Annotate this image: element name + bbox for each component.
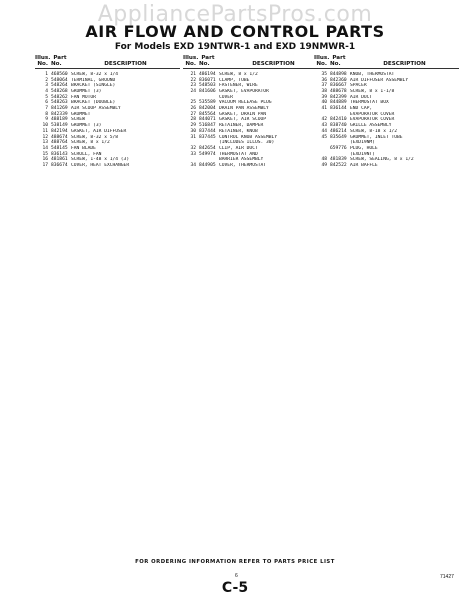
watermark: AppliancePartsPros.com bbox=[97, 2, 373, 27]
part-description: SCREW, 8-18 x 1/2 bbox=[350, 128, 398, 134]
part-description: AIR SCOOP ASSEMBLY bbox=[71, 106, 121, 112]
part-description: SCREW, 8-32 x 5/8 bbox=[71, 134, 119, 140]
part-description: BARRIER ASSEMBLY bbox=[219, 157, 264, 163]
part-no-label: No. bbox=[51, 61, 62, 68]
part-label: Part bbox=[332, 55, 346, 61]
part-number: 842399 bbox=[330, 94, 347, 100]
illus-number: 27 bbox=[190, 111, 196, 117]
part-number: 841606 bbox=[199, 88, 216, 94]
part-number: 535589 bbox=[199, 100, 216, 106]
illus-number: 28 bbox=[190, 117, 196, 123]
part-number: 844889 bbox=[330, 100, 347, 106]
illus-number: 48 bbox=[321, 157, 327, 163]
part-number: 844905 bbox=[199, 163, 216, 169]
illus-number: 11 bbox=[42, 128, 48, 134]
part-description: SCREW, 8-32 x 1/4 bbox=[71, 71, 119, 77]
illus-number: 32 bbox=[190, 145, 196, 151]
illus-number: 44 bbox=[321, 128, 327, 134]
illus-number: 22 bbox=[190, 77, 196, 83]
part-number: 836667 bbox=[330, 83, 347, 89]
illus-number: 3 bbox=[45, 83, 48, 89]
illus-number: 34 bbox=[190, 163, 196, 169]
part-number: 468560 bbox=[51, 71, 68, 77]
part-number: 836674 bbox=[51, 163, 68, 169]
illus-number: 36 bbox=[321, 77, 327, 83]
part-number: 842522 bbox=[330, 163, 347, 169]
part-description: GROMMET (3) bbox=[71, 88, 102, 94]
part-description: CLIP, AIR DUCT bbox=[219, 145, 258, 151]
illus-number: 16 bbox=[42, 157, 48, 163]
page-title: AIR FLOW AND CONTROL PARTS bbox=[85, 22, 385, 41]
part-number: 844071 bbox=[199, 117, 216, 123]
part-number: 836144 bbox=[330, 106, 347, 112]
part-description: BRACKET (DOUBLE) bbox=[71, 100, 116, 106]
illus-number: 49 bbox=[321, 163, 327, 169]
illus-no-label: No. bbox=[185, 61, 196, 68]
parts-column-2 bbox=[183, 55, 328, 169]
footer-code: 71427 bbox=[440, 574, 454, 580]
column-header bbox=[314, 55, 459, 69]
part-description: SCREW, 8 x 1/2 bbox=[219, 71, 258, 77]
part-description: EVAPORATOR COVER bbox=[350, 111, 395, 117]
part-number: 488678 bbox=[330, 88, 347, 94]
part-number: 842360 bbox=[330, 77, 347, 83]
illus-number: 35 bbox=[321, 71, 327, 77]
part-description: FASTENER, WIRE bbox=[219, 83, 258, 89]
page-number: C-5 bbox=[221, 580, 249, 596]
part-description: GASKET, AIR SCOOP bbox=[219, 117, 267, 123]
part-description: GROMMET (3) bbox=[71, 123, 102, 129]
illus-number: 41 bbox=[321, 106, 327, 112]
part-description: COVER bbox=[219, 94, 233, 100]
part-description: SCREW bbox=[71, 117, 85, 123]
illus-number: 9 bbox=[45, 117, 48, 123]
footer-number: 6 bbox=[235, 573, 238, 579]
part-number: 538149 bbox=[51, 123, 68, 129]
part-number: 837444 bbox=[199, 128, 216, 134]
part-number: 836071 bbox=[199, 77, 216, 83]
part-number: 659776 bbox=[330, 145, 347, 151]
parts-row bbox=[35, 163, 180, 169]
illus-number: 10 bbox=[42, 123, 48, 129]
part-number: 488764 bbox=[51, 140, 68, 146]
part-description: COVER, HEAT EXCHANGER bbox=[71, 163, 130, 169]
part-description: VACUUM RELEASE PLUG bbox=[219, 100, 272, 106]
part-description: END CAP, bbox=[350, 106, 373, 112]
part-description: RETAINER, KNOB bbox=[219, 128, 258, 134]
illus-number: 4 bbox=[45, 88, 48, 94]
part-description: SCREW, SEALING, 8 x 1/2 bbox=[350, 157, 414, 163]
parts-row bbox=[183, 163, 328, 169]
part-number: 845564 bbox=[199, 111, 216, 117]
illus-number: 5 bbox=[45, 94, 48, 100]
part-description: FAN BLADE bbox=[71, 145, 96, 151]
description-label: DESCRIPTION bbox=[383, 61, 426, 68]
illus-label: Illus. bbox=[35, 55, 51, 61]
part-no-label: No. bbox=[199, 61, 210, 68]
illus-number: 7 bbox=[45, 106, 48, 112]
column-header bbox=[35, 55, 180, 69]
part-number: 486194 bbox=[199, 71, 216, 77]
illus-number: 2 bbox=[45, 77, 48, 83]
ordering-note: FOR ORDERING INFORMATION REFER TO PARTS PRICE LIST bbox=[135, 559, 335, 565]
illus-number: 6 bbox=[45, 100, 48, 106]
part-description: KNOB, THERMOSTAT bbox=[350, 71, 395, 77]
illus-label: Illus. bbox=[314, 55, 330, 61]
part-description: CONTROL KNOB ASSEMBLY bbox=[219, 134, 278, 140]
part-number: 841269 bbox=[51, 106, 68, 112]
part-description: THERMOSTAT AND bbox=[219, 151, 258, 157]
part-description: RETAINER, DAMPER bbox=[219, 123, 264, 129]
part-description: EVAPORATOR COVER bbox=[350, 117, 395, 123]
parts-row bbox=[314, 163, 459, 169]
illus-number: 37 bbox=[321, 83, 327, 89]
illus-number: 42 bbox=[321, 117, 327, 123]
column-header bbox=[183, 55, 328, 69]
part-description: SCREW, 1-48 x 1/4 (3) bbox=[71, 157, 130, 163]
illus-number: 8 bbox=[45, 111, 48, 117]
illus-number: 13 bbox=[42, 140, 48, 146]
part-label: Part bbox=[53, 55, 67, 61]
illus-number: 14 bbox=[42, 145, 48, 151]
part-description: PLUG, HOLE bbox=[350, 145, 378, 151]
illus-number: 24 bbox=[190, 88, 196, 94]
part-description: SCREW, 8 x 1-1/8 bbox=[350, 88, 395, 94]
part-description: COVER, THERMOSTAT bbox=[219, 163, 267, 169]
illus-number: 17 bbox=[42, 163, 48, 169]
part-number: 548268 bbox=[51, 88, 68, 94]
illus-number: 23 bbox=[190, 83, 196, 89]
part-number: 837445 bbox=[199, 134, 216, 140]
part-number: 481839 bbox=[330, 157, 347, 163]
part-number: 486214 bbox=[330, 128, 347, 134]
part-number: 548064 bbox=[51, 77, 68, 83]
description-label: DESCRIPTION bbox=[104, 61, 147, 68]
part-number: 488674 bbox=[51, 134, 68, 140]
part-description: GASKET, DRAIN PAN bbox=[219, 111, 267, 117]
page-subtitle: For Models EXD 19NTWR-1 and EXD 19NMWR-1 bbox=[114, 42, 356, 52]
illus-number: 1 bbox=[45, 71, 48, 77]
part-number: 548262 bbox=[51, 94, 68, 100]
illus-no-label: No. bbox=[37, 61, 48, 68]
parts-column-1 bbox=[35, 55, 180, 169]
illus-number: 43 bbox=[321, 123, 327, 129]
part-description: (EXD19NT) bbox=[350, 151, 375, 157]
illus-no-label: No. bbox=[316, 61, 327, 68]
illus-number: 33 bbox=[190, 151, 196, 157]
part-number: 835649 bbox=[330, 134, 347, 140]
part-description: SPACER bbox=[350, 83, 367, 89]
part-description: BRACKET (SINGLE) bbox=[71, 83, 116, 89]
part-number: 842004 bbox=[199, 106, 216, 112]
part-number: 844898 bbox=[330, 71, 347, 77]
part-no-label: No. bbox=[330, 61, 341, 68]
part-number: 481861 bbox=[51, 157, 68, 163]
part-number: 488189 bbox=[51, 117, 68, 123]
parts-column-3 bbox=[314, 55, 459, 169]
description-label: DESCRIPTION bbox=[252, 61, 295, 68]
illus-number: 26 bbox=[190, 106, 196, 112]
part-description: GROMMET bbox=[71, 111, 91, 117]
illus-number: 12 bbox=[42, 134, 48, 140]
part-number: 548145 bbox=[51, 145, 68, 151]
illus-number: 30 bbox=[190, 128, 196, 134]
illus-number: 38 bbox=[321, 88, 327, 94]
part-description: TERMINAL, GROUND bbox=[71, 77, 116, 83]
part-description: AIR DUCT bbox=[350, 94, 373, 100]
part-description: SCREW, 8 x 1/2 bbox=[71, 140, 110, 146]
part-number: 836143 bbox=[51, 151, 68, 157]
part-description: DRAIN PAN ASSEMBLY bbox=[219, 106, 269, 112]
part-description: FAN MOTOR bbox=[71, 94, 96, 100]
part-description: CLAMP, TUBE bbox=[219, 77, 250, 83]
illus-number: 39 bbox=[321, 94, 327, 100]
part-number: 516847 bbox=[199, 123, 216, 129]
illus-label: Illus. bbox=[183, 55, 199, 61]
part-description: (INCLUDES ILLUS. 30) bbox=[219, 140, 275, 146]
illus-number: 21 bbox=[190, 71, 196, 77]
part-number: 842339 bbox=[51, 111, 68, 117]
part-description: AIR DIFFUSER ASSEMBLY bbox=[350, 77, 409, 83]
part-number: 842654 bbox=[199, 145, 216, 151]
part-description: GASKET, AIR DIFFUSER bbox=[71, 128, 127, 134]
part-description: (EXD19NM) bbox=[350, 140, 375, 146]
part-number: 842194 bbox=[51, 128, 68, 134]
part-description: AIR BAFFLE bbox=[350, 163, 378, 169]
part-number: 548263 bbox=[51, 100, 68, 106]
part-number: 549974 bbox=[199, 151, 216, 157]
part-description: SCROLL, FAN bbox=[71, 151, 102, 157]
part-number: 842410 bbox=[330, 117, 347, 123]
illus-number: 40 bbox=[321, 100, 327, 106]
illus-number: 15 bbox=[42, 151, 48, 157]
illus-number: 31 bbox=[190, 134, 196, 140]
illus-number: 25 bbox=[190, 100, 196, 106]
part-number: 838740 bbox=[330, 123, 347, 129]
part-description: GASKET, EVAPORATOR bbox=[219, 88, 269, 94]
part-number: 548264 bbox=[51, 83, 68, 89]
illus-number: 29 bbox=[190, 123, 196, 129]
illus-number: 45 bbox=[321, 134, 327, 140]
part-description: GRILLE ASSEMBLY bbox=[350, 123, 392, 129]
part-description: THERMOSTAT BOX bbox=[350, 100, 389, 106]
part-label: Part bbox=[201, 55, 215, 61]
part-number: 548503 bbox=[199, 83, 216, 89]
part-description: GROMMET, INLET TUBE bbox=[350, 134, 403, 140]
